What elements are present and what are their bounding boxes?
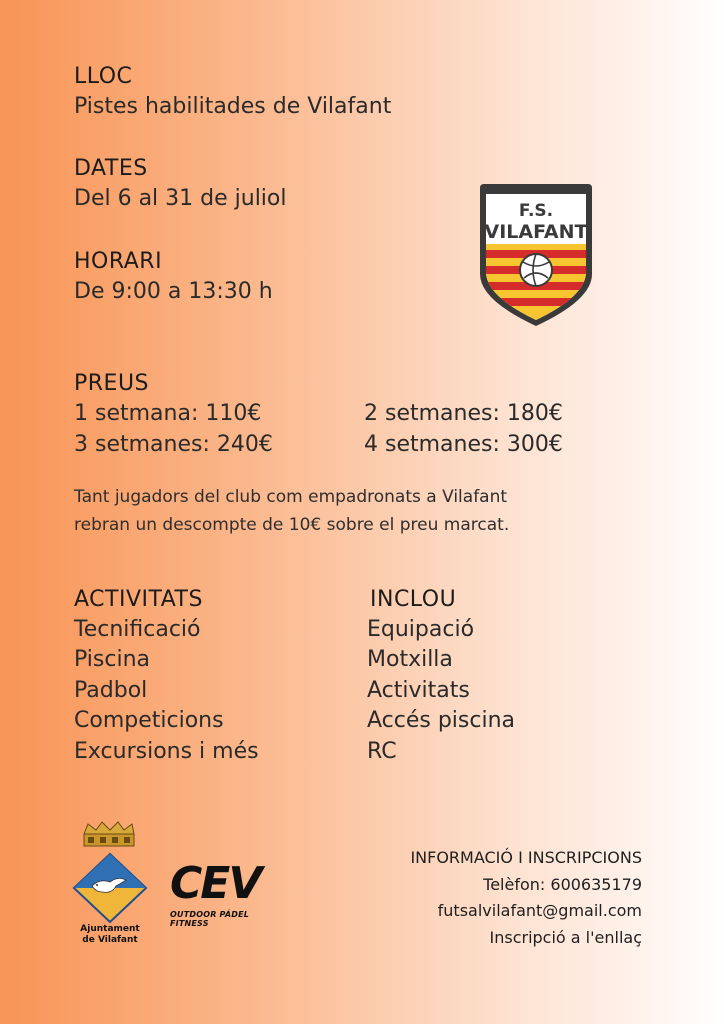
inclou-item: Accés piscina xyxy=(367,708,516,733)
sponsor-name: CEV xyxy=(170,858,261,909)
contact-phone: Telèfon: 600635179 xyxy=(483,875,642,894)
ajuntament-label: Ajuntament de Vilafant xyxy=(80,924,140,945)
municipal-seal-icon xyxy=(66,820,154,924)
price-item: 3 setmanes: 240€ xyxy=(74,432,273,457)
horari-value: De 9:00 a 13:30 h xyxy=(74,279,273,304)
discount-note: Tant jugadors del club com empadronats a Vilafant xyxy=(74,487,508,507)
inclou-heading: INCLOU xyxy=(370,587,457,612)
dates-heading: DATES xyxy=(74,156,148,181)
contact-heading: INFORMACIÓ I INSCRIPCIONS xyxy=(410,848,642,867)
lloc-value: Pistes habilitades de Vilafant xyxy=(74,94,392,119)
activity-item: Competicions xyxy=(74,708,224,733)
activity-item: Excursions i més xyxy=(74,739,259,764)
inclou-item: Motxilla xyxy=(367,647,453,672)
sponsor-logo xyxy=(170,858,288,928)
activity-item: Padbol xyxy=(74,678,148,703)
price-item: 1 setmana: 110€ xyxy=(74,401,262,426)
registration-link[interactable]: Inscripció a l'enllaç xyxy=(489,928,642,947)
dates-value: Del 6 al 31 de juliol xyxy=(74,186,287,211)
inclou-item: RC xyxy=(367,739,397,764)
badge-line2: VILAFANT xyxy=(484,221,588,243)
activity-item: Piscina xyxy=(74,647,150,672)
horari-heading: HORARI xyxy=(74,249,163,274)
activity-item: Tecnificació xyxy=(74,617,201,642)
inclou-item: Activitats xyxy=(367,678,470,703)
preus-heading: PREUS xyxy=(74,371,150,396)
inclou-item: Equipació xyxy=(367,617,475,642)
price-item: 4 setmanes: 300€ xyxy=(364,432,563,457)
club-badge xyxy=(476,180,596,328)
badge-line1: F.S. xyxy=(518,201,554,221)
football-shield-icon xyxy=(476,180,596,328)
lloc-heading: LLOC xyxy=(74,64,133,89)
activitats-heading: ACTIVITATS xyxy=(74,587,203,612)
contact-email[interactable]: futsalvilafant@gmail.com xyxy=(437,901,642,920)
sponsor-tagline: OUTDOOR PÁDEL FITNESS xyxy=(170,910,250,928)
discount-note: rebran un descompte de 10€ sobre el preu marcat. xyxy=(74,515,510,535)
price-item: 2 setmanes: 180€ xyxy=(364,401,563,426)
